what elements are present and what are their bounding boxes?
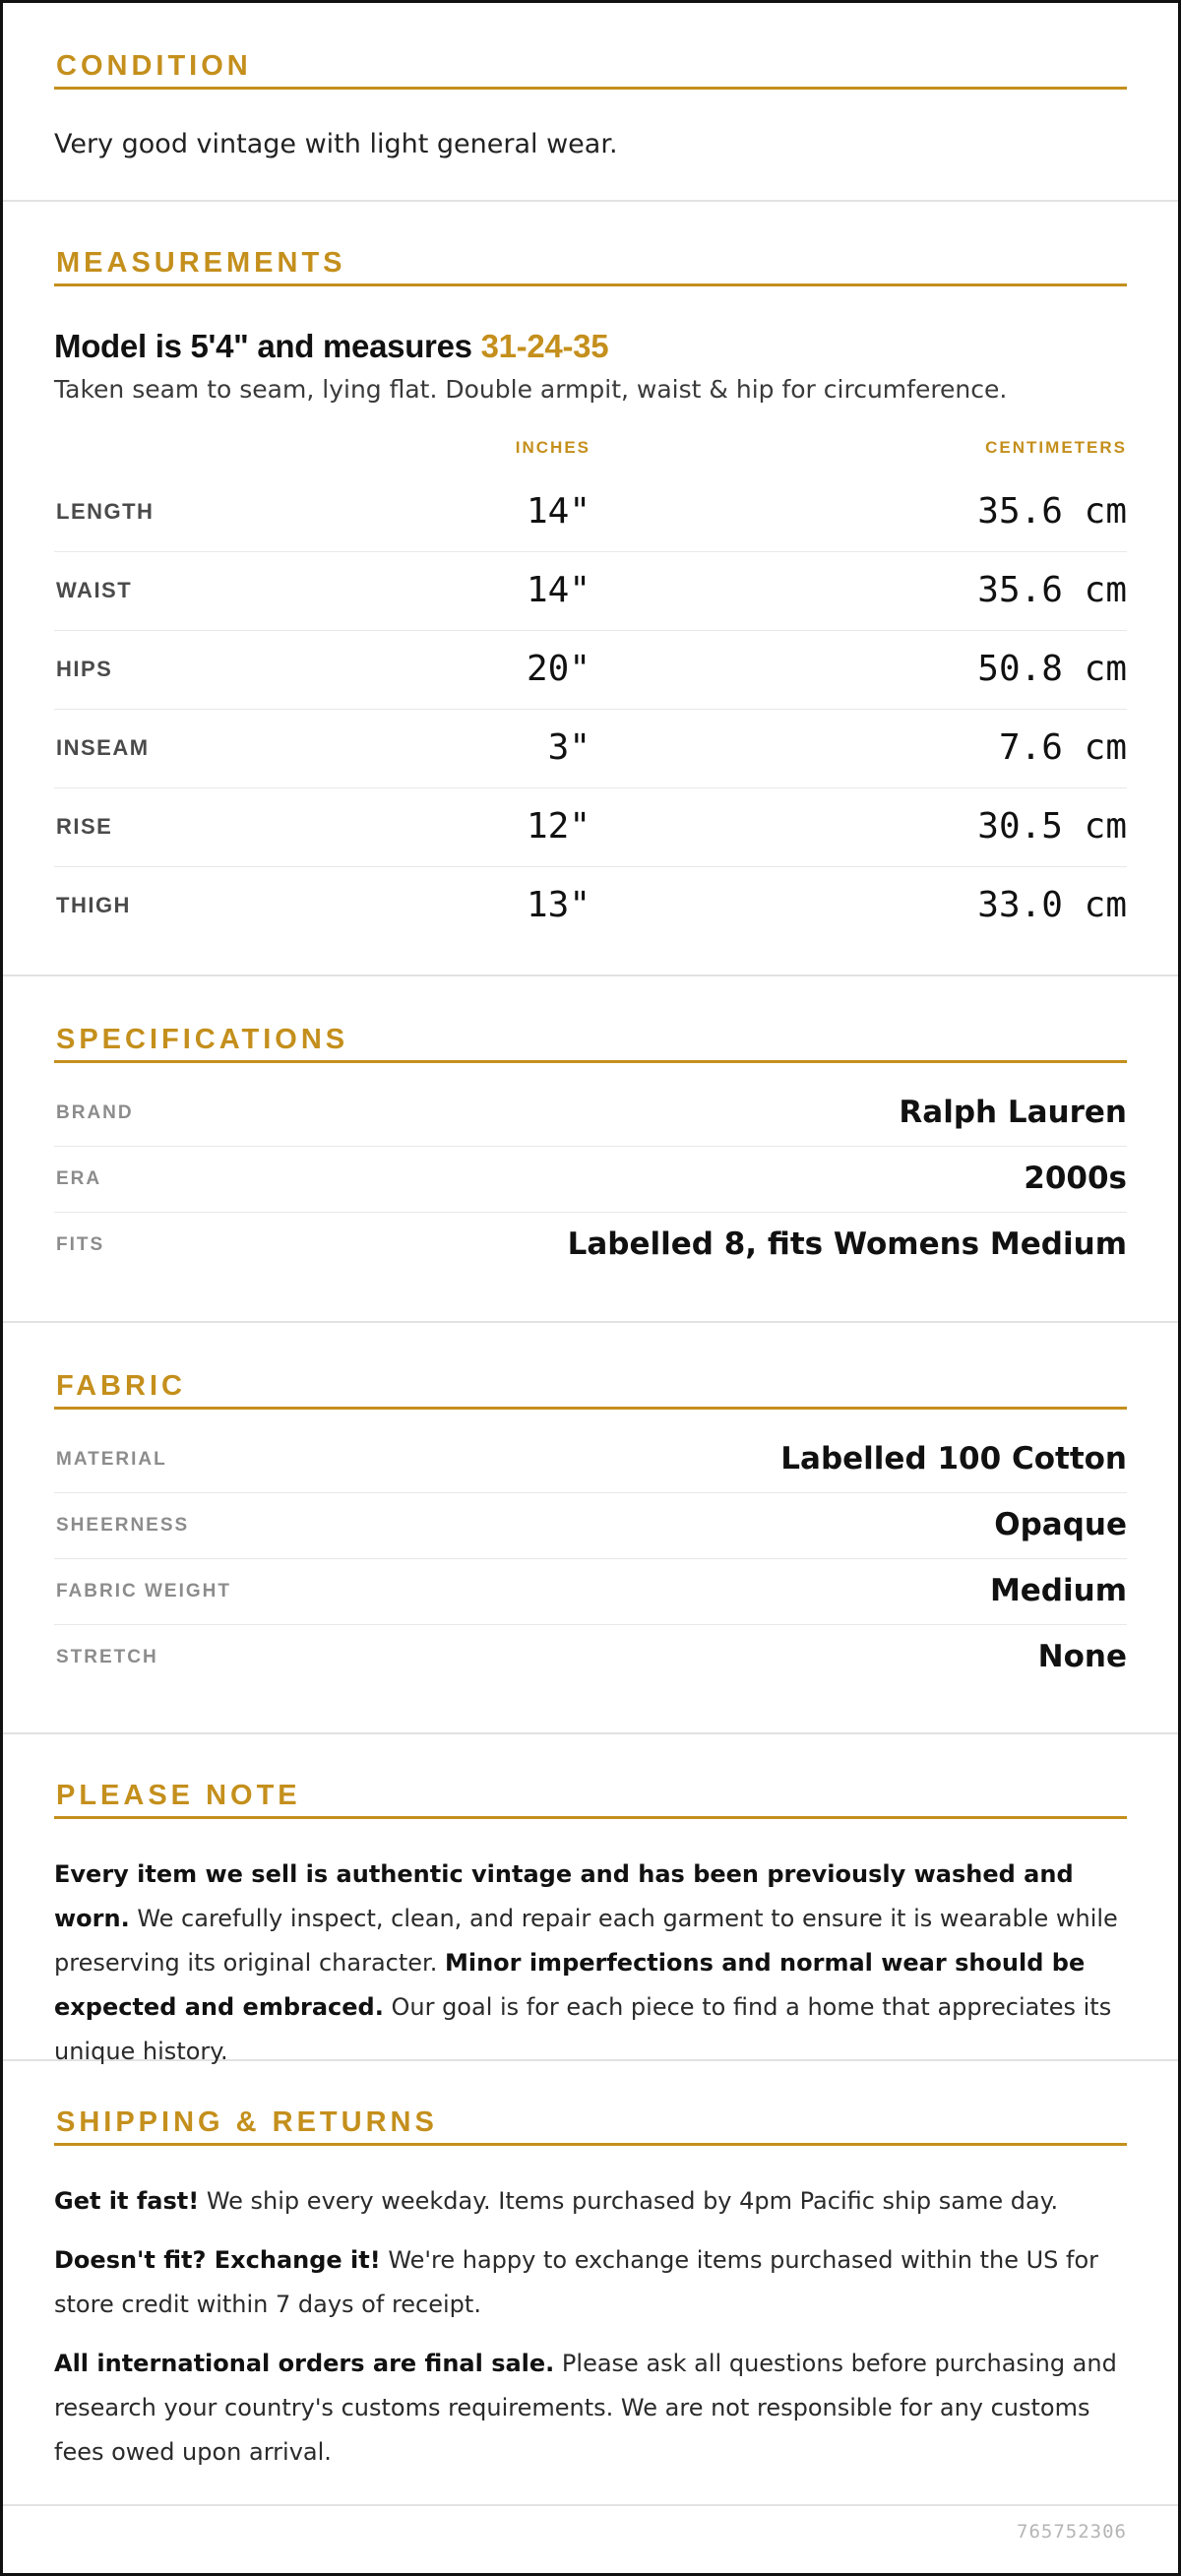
fabric-row [54, 1559, 1127, 1625]
exchange-bold: Doesn't fit? Exchange it! [54, 2246, 381, 2274]
measurement-cm: 7.6 cm [998, 727, 1127, 768]
measurement-row [54, 552, 1127, 631]
measurement-inches: 12" [526, 806, 590, 847]
shipping-bold: Get it fast! [54, 2187, 200, 2215]
shipping-returns-section [3, 2061, 1178, 2506]
measurement-inches: 14" [526, 570, 590, 610]
measurements-section [3, 202, 1178, 976]
condition-heading: CONDITION [54, 46, 1127, 90]
please-note-section [3, 1734, 1178, 2065]
measurement-row [54, 710, 1127, 788]
exchange-text: We're happy to exchange items purchased within the US for store credit within 7 days of receipt. [54, 2246, 1099, 2318]
model-measurements-line [54, 328, 608, 365]
international-bold: All international orders are final sale. [54, 2350, 555, 2377]
measurement-row [54, 867, 1127, 946]
specifications-section [3, 976, 1178, 1323]
spec-value: Labelled 8, fits Womens Medium [567, 1226, 1127, 1262]
spec-label: FITS [56, 1234, 105, 1255]
exchange-paragraph [54, 2238, 1127, 2327]
centimeters-column-header: CENTIMETERS [985, 438, 1127, 457]
spec-value: 2000s [1024, 1161, 1127, 1196]
measurement-cm: 30.5 cm [977, 806, 1127, 847]
note-text-1: We carefully inspect, clean, and repair each garment to ensure it is wearable while preserving its original character. [54, 1905, 1118, 1977]
measurement-label: THIGH [56, 893, 131, 917]
specifications-heading: SPECIFICATIONS [54, 1020, 1127, 1063]
measurement-method-note: Taken seam to seam, lying flat. Double armpit, waist & hip for circumference. [54, 375, 1008, 404]
international-text: Please ask all questions before purchasing and research your country's customs requirements. We are not responsible for any customs fees owed upon arrival. [54, 2350, 1117, 2466]
measurement-cm: 33.0 cm [977, 885, 1127, 925]
fabric-row [54, 1493, 1127, 1559]
model-prefix: Model is 5'4" and measures [54, 328, 481, 364]
condition-text: Very good vintage with light general wear. [54, 129, 618, 159]
fabric-value: None [1037, 1639, 1127, 1674]
spec-label: BRAND [56, 1102, 134, 1123]
shipping-returns-heading: SHIPPING & RETURNS [54, 2103, 1127, 2146]
spec-value: Ralph Lauren [899, 1095, 1127, 1130]
condition-section [3, 3, 1178, 202]
spec-row [54, 1147, 1127, 1213]
spec-label: ERA [56, 1168, 102, 1189]
measurement-row [54, 788, 1127, 867]
measurement-inches: 3" [547, 727, 590, 768]
measurement-inches: 14" [526, 491, 590, 532]
fabric-value: Opaque [994, 1507, 1127, 1542]
measurement-cm: 35.6 cm [977, 570, 1127, 610]
measurement-cm: 35.6 cm [977, 491, 1127, 532]
measurement-cm: 50.8 cm [977, 649, 1127, 689]
model-measures-value: 31-24-35 [480, 328, 609, 364]
shipping-paragraph [54, 2179, 1127, 2224]
note-bold-1: Every item we sell is authentic vintage and has been previously washed and worn. [54, 1860, 1074, 1932]
measurement-label: HIPS [56, 657, 113, 681]
please-note-heading: PLEASE NOTE [54, 1776, 1127, 1819]
fabric-heading: FABRIC [54, 1366, 1127, 1410]
fabric-label: MATERIAL [56, 1449, 167, 1470]
shipping-text: We ship every weekday. Items purchased by 4pm Pacific ship same day. [199, 2187, 1059, 2215]
measurement-inches: 13" [526, 885, 590, 925]
measurement-row [54, 631, 1127, 710]
measurement-row [54, 473, 1127, 552]
fabric-section [3, 1323, 1178, 1734]
measurement-label: RISE [56, 814, 113, 839]
inches-column-header: INCHES [515, 438, 590, 457]
fabric-value: Labelled 100 Cotton [780, 1441, 1127, 1476]
measurement-inches: 20" [526, 649, 590, 689]
international-paragraph [54, 2342, 1127, 2475]
spec-row [54, 1213, 1127, 1279]
note-text-2: Our goal is for each piece to find a home that appreciates its unique history. [54, 1993, 1112, 2065]
fabric-value: Medium [989, 1573, 1127, 1608]
spec-row [54, 1081, 1127, 1147]
fabric-label: FABRIC WEIGHT [56, 1581, 231, 1602]
fabric-row [54, 1427, 1127, 1493]
note-bold-2: Minor imperfections and normal wear should be expected and embraced. [54, 1949, 1086, 2021]
please-note-text [54, 1853, 1127, 2074]
fabric-label: STRETCH [56, 1647, 158, 1667]
measurements-heading: MEASUREMENTS [54, 243, 1127, 286]
measurement-label: INSEAM [56, 735, 150, 760]
measurement-label: LENGTH [56, 499, 155, 524]
fabric-label: SHEERNESS [56, 1515, 190, 1536]
product-id: 765752306 [1017, 2521, 1127, 2543]
fabric-row [54, 1625, 1127, 1691]
measurement-label: WAIST [56, 578, 133, 602]
